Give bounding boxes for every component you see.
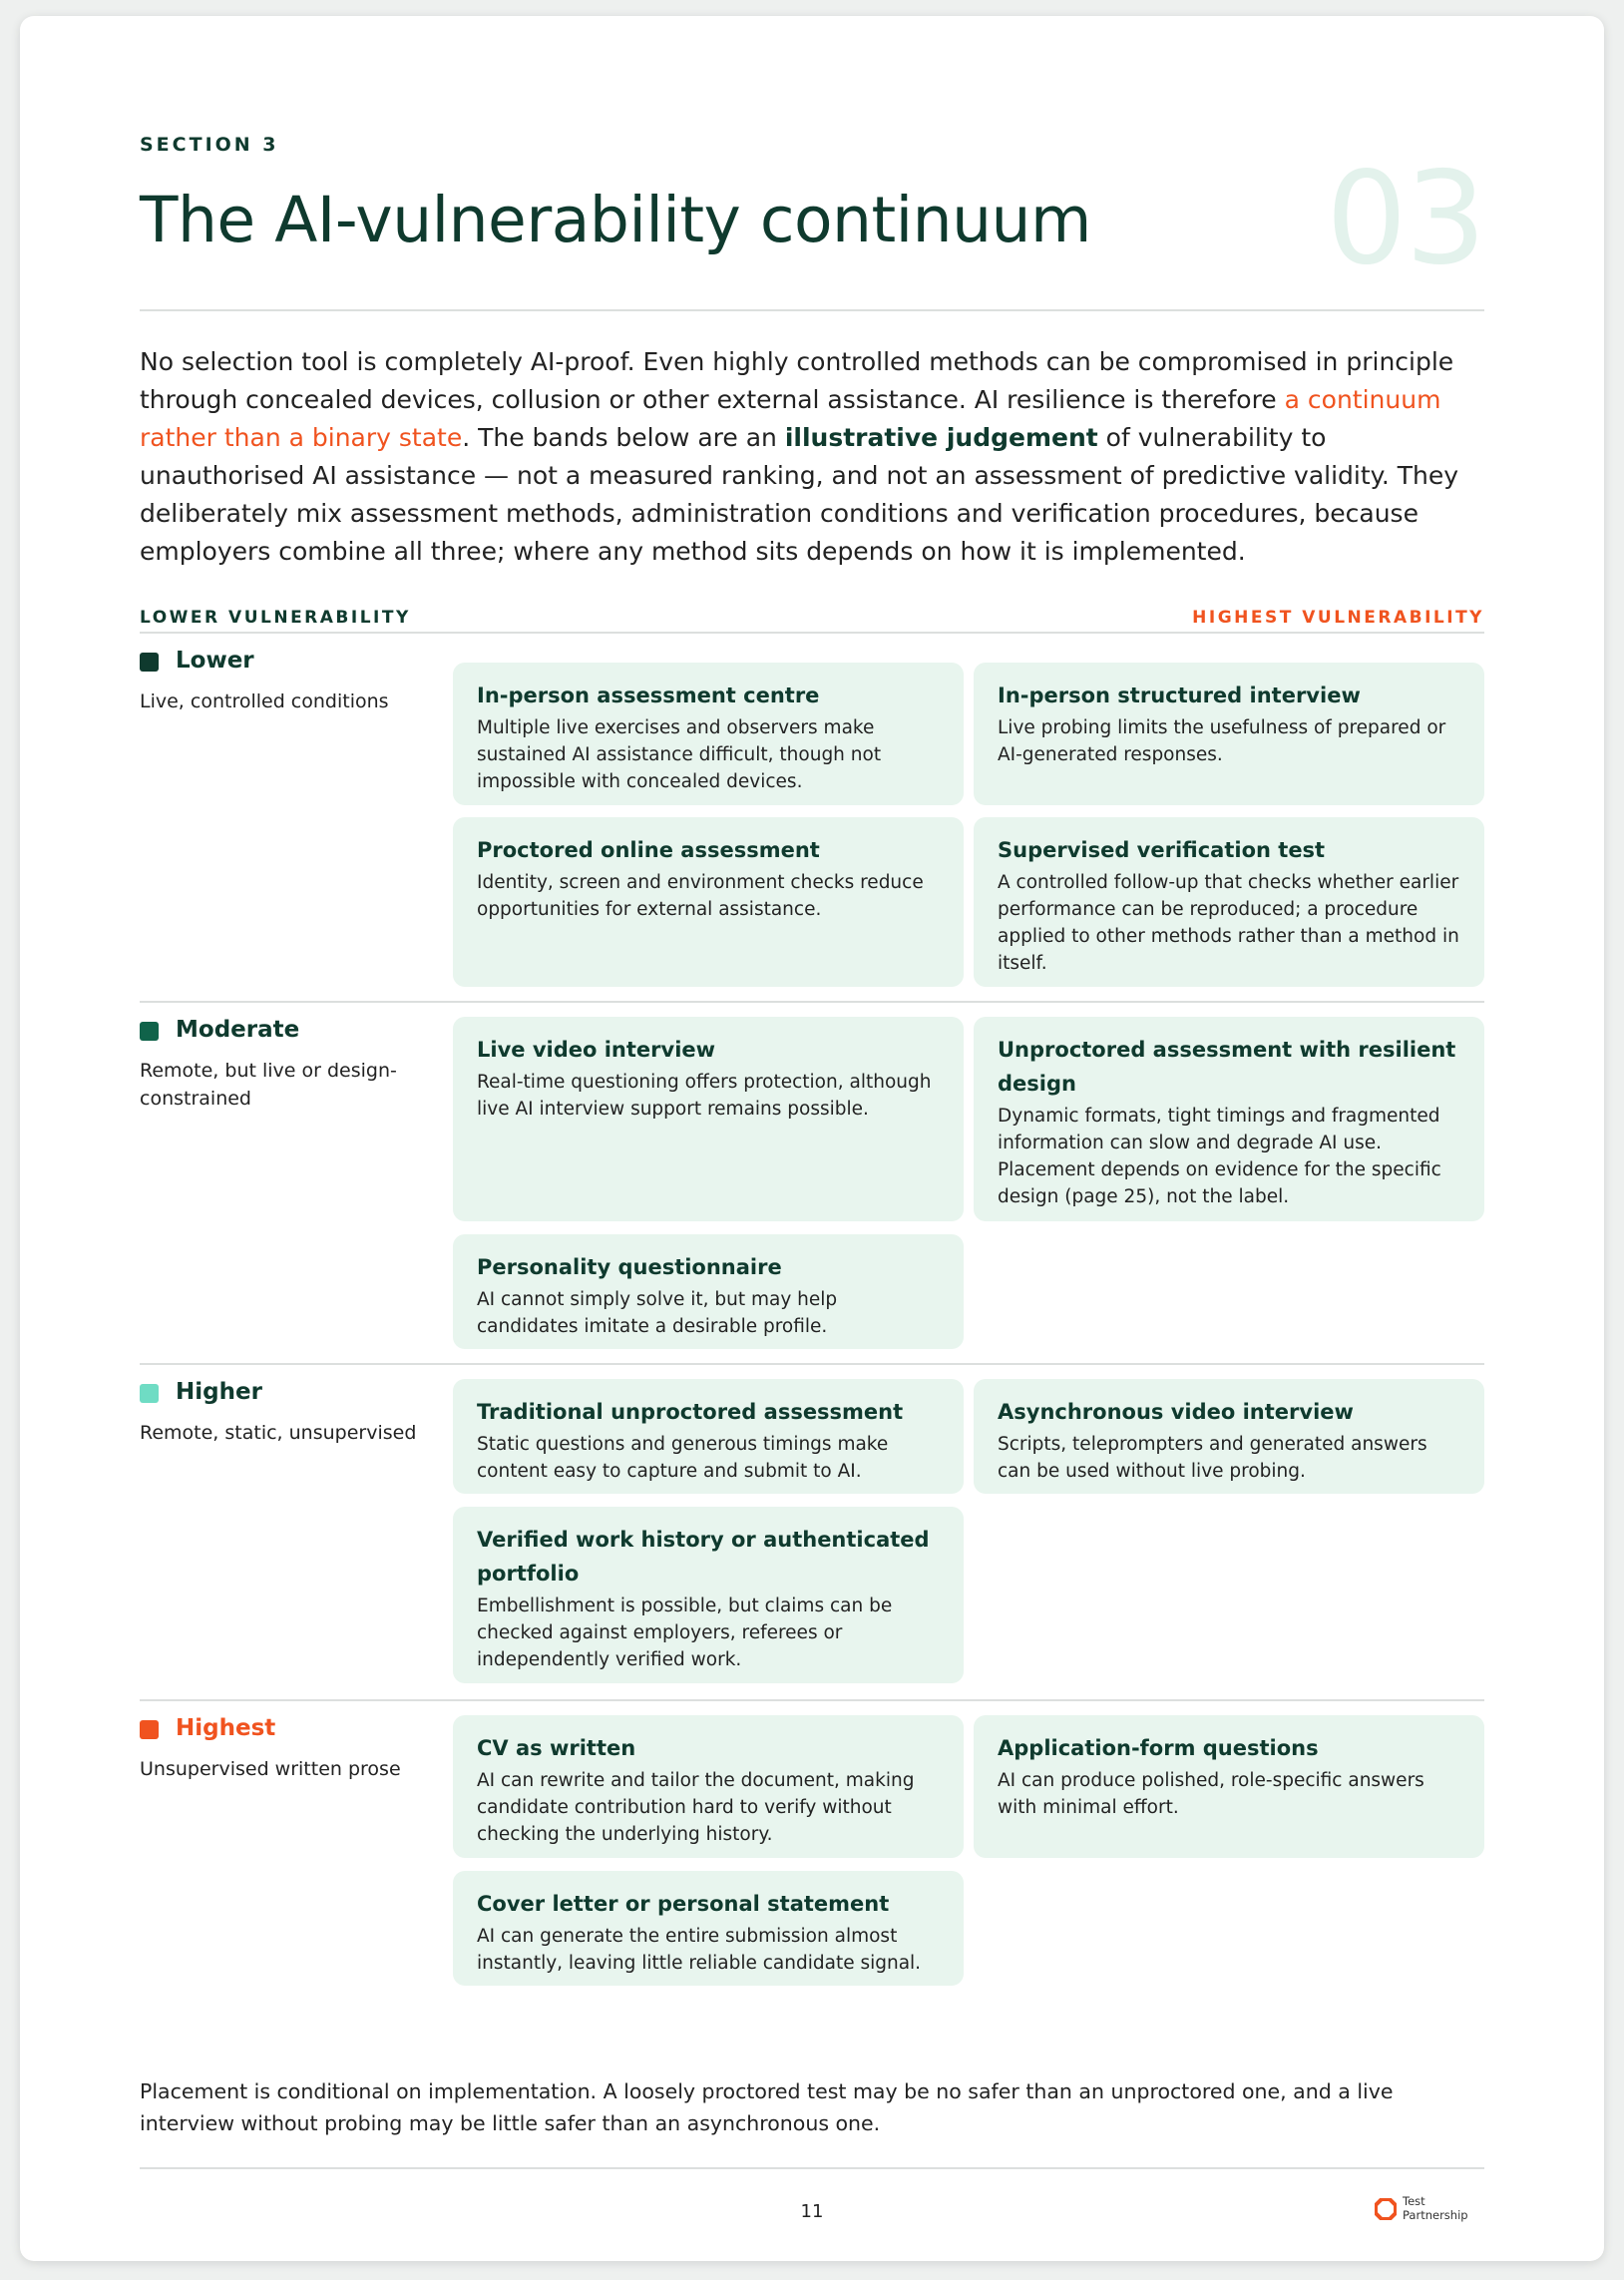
card-title: Cover letter or personal statement xyxy=(477,1892,890,1916)
method-card xyxy=(453,817,964,987)
logo xyxy=(1375,2194,1484,2228)
method-card xyxy=(453,1234,964,1349)
method-card xyxy=(453,1871,964,1986)
card-text: Identity, screen and environment checks reduce opportunities for external assistance. xyxy=(477,872,924,920)
logo-text xyxy=(1403,2194,1468,2222)
method-card xyxy=(974,1017,1484,1221)
section-label: SECTION 3 xyxy=(140,134,279,156)
band-divider xyxy=(140,1363,1484,1365)
title-divider xyxy=(140,309,1484,311)
card-title: In-person assessment centre xyxy=(477,684,820,707)
method-card xyxy=(974,663,1484,805)
intro-paragraph xyxy=(140,343,1484,571)
card-title: Asynchronous video interview xyxy=(998,1400,1354,1424)
method-card xyxy=(453,663,964,805)
card-title: Unproctored assessment with resilient design xyxy=(998,1038,1456,1096)
method-card xyxy=(974,817,1484,987)
card-title: Proctored online assessment xyxy=(477,838,820,862)
band-description: Remote, but live or design-constrained xyxy=(140,1060,397,1110)
band-swatch xyxy=(140,1022,159,1041)
logo-line-1: Test xyxy=(1403,2194,1425,2208)
scale-divider xyxy=(140,632,1484,634)
card-title: Traditional unproctored assessment xyxy=(477,1400,904,1424)
card-text: AI can rewrite and tailor the document, making candidate contribution hard to verify without checking the underlying history. xyxy=(477,1770,915,1845)
card-text: Real-time questioning offers protection, although live AI interview support remains possible. xyxy=(477,1072,932,1120)
method-card xyxy=(453,1507,964,1683)
logo-line-2: Partnership xyxy=(1403,2208,1468,2222)
footnote: Placement is conditional on implementation. A loosely proctored test may be no safer than an unproctored one, and a live interview without probing may be little safer than an asynchronous one. xyxy=(140,2079,1394,2135)
footer-divider xyxy=(140,2167,1484,2169)
intro-text-2: . The bands below are an xyxy=(462,423,785,452)
band-name: Moderate xyxy=(176,1017,300,1043)
band-name: Higher xyxy=(176,1379,262,1405)
test-partnership-logo-icon xyxy=(1375,2198,1397,2220)
card-text: AI can produce polished, role-specific answers with minimal effort. xyxy=(998,1770,1424,1818)
intro-text-3: of vulnerability to unauthorised AI assistance — not a measured ranking, and not an assessment of predictive validity. They deliberately mix assessment methods, administration conditions and verification procedures, because employers combine all three; where any method sits depends on how it is implemented. xyxy=(140,423,1459,566)
intro-accent: a continuum rather than a binary state xyxy=(140,385,1441,452)
band-name: Lower xyxy=(176,648,254,674)
band-swatch xyxy=(140,1384,159,1403)
band-description: Unsupervised written prose xyxy=(140,1758,401,1780)
band-swatch xyxy=(140,653,159,672)
card-title: In-person structured interview xyxy=(998,684,1361,707)
card-text: Multiple live exercises and observers make sustained AI assistance difficult, though not impossible with concealed devices. xyxy=(477,717,882,792)
card-text: Static questions and generous timings make content easy to capture and submit to AI. xyxy=(477,1434,889,1482)
band-name: Highest xyxy=(176,1715,276,1741)
band-swatch xyxy=(140,1720,159,1739)
card-text: AI cannot simply solve it, but may help candidates imitate a desirable profile. xyxy=(477,1289,838,1337)
card-text: Dynamic formats, tight timings and fragmented information can slow and degrade AI use. Placement depends on evidence for the specific design (page 25), not the label. xyxy=(998,1106,1441,1207)
intro-strong: illustrative judgement xyxy=(784,423,1098,452)
band-description: Live, controlled conditions xyxy=(140,690,389,712)
section-number: 03 xyxy=(1326,145,1484,293)
method-card xyxy=(453,1379,964,1494)
card-title: Personality questionnaire xyxy=(477,1255,782,1279)
card-title: Supervised verification test xyxy=(998,838,1326,862)
card-text: AI can generate the entire submission almost instantly, leaving little reliable candidate signal. xyxy=(477,1926,922,1974)
card-title: Live video interview xyxy=(477,1038,716,1062)
card-text: Scripts, teleprompters and generated answers can be used without live probing. xyxy=(998,1434,1427,1482)
band-divider xyxy=(140,1699,1484,1701)
method-card xyxy=(453,1715,964,1858)
card-text: Embellishment is possible, but claims can be checked against employers, referees or independently verified work. xyxy=(477,1596,893,1670)
card-title: Application-form questions xyxy=(998,1736,1319,1760)
page-number: 11 xyxy=(800,2201,824,2222)
page-title: The AI-vulnerability continuum xyxy=(140,184,1091,256)
scale-right-label: HIGHEST VULNERABILITY xyxy=(1192,608,1484,628)
band-divider xyxy=(140,1001,1484,1003)
method-card xyxy=(453,1017,964,1221)
document-page xyxy=(20,16,1604,2261)
card-text: A controlled follow-up that checks whether earlier performance can be reproduced; a procedure applied to other methods rather than a method in itself. xyxy=(998,872,1459,974)
method-card xyxy=(974,1715,1484,1858)
card-title: CV as written xyxy=(477,1736,636,1760)
card-text: Live probing limits the usefulness of prepared or AI-generated responses. xyxy=(998,717,1446,765)
band-description: Remote, static, unsupervised xyxy=(140,1422,417,1444)
card-title: Verified work history or authenticated portfolio xyxy=(477,1528,930,1586)
intro-text-1: No selection tool is completely AI-proof. Even highly controlled methods can be compromised in principle through concealed devices, collusion or other external assistance. AI resilience is therefore xyxy=(140,347,1454,414)
scale-left-label: LOWER VULNERABILITY xyxy=(140,608,411,628)
method-card xyxy=(974,1379,1484,1494)
